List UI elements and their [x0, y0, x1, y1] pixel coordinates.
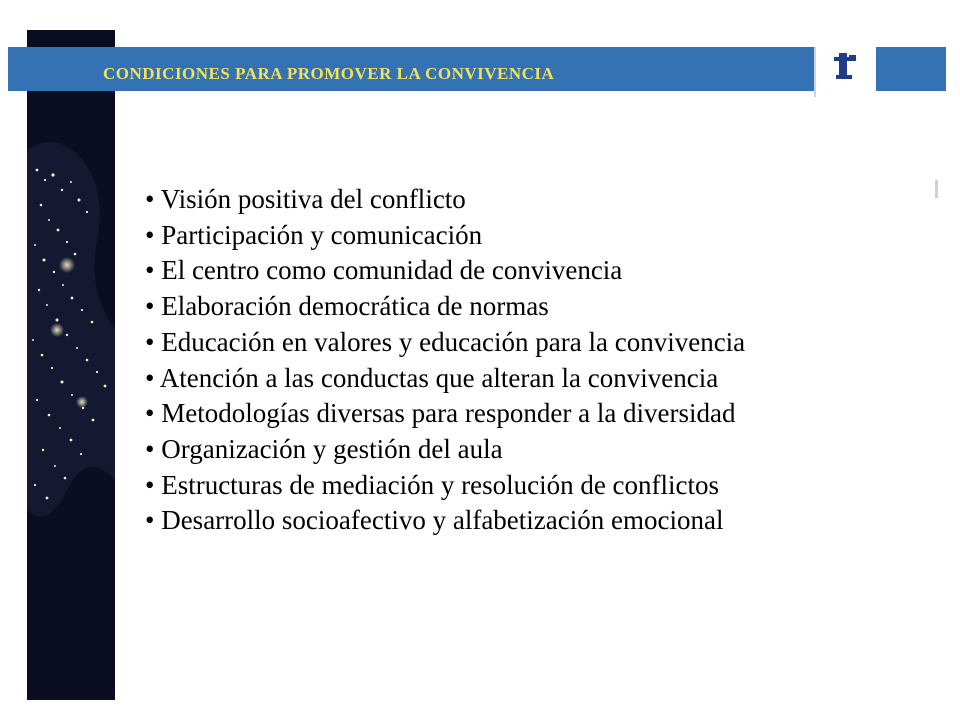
bullet-icon: • [145, 398, 155, 429]
institution-logo-icon [816, 47, 876, 97]
bullet-icon: • [145, 505, 155, 536]
bullet-icon: • [145, 433, 155, 464]
list-item-text: Atención a las conductas que alteran la convivencia [159, 362, 719, 393]
list-item-text: Metodologías diversas para responder a la diversidad [161, 398, 736, 429]
list-item-text: Visión positiva del conflicto [160, 184, 466, 214]
edge-mark [935, 180, 938, 198]
list-item [145, 218, 925, 254]
list-item-text: Participación y comunicación [161, 219, 483, 250]
list-item-text: El centro como comunidad de convivencia [161, 255, 623, 286]
list-item-text: Educación en valores y educación para la convivencia [161, 326, 746, 357]
list-item-text: Elaboración democrática de normas [161, 291, 549, 322]
list-item [145, 432, 925, 468]
list-item [145, 361, 925, 397]
bullet-icon: • [145, 469, 155, 500]
list-item-text: Desarrollo socioafectivo y alfabetización emocional [161, 505, 724, 536]
list-item [145, 325, 925, 361]
night-earth-image [27, 30, 115, 700]
list-item [145, 468, 925, 504]
bullet-icon: • [145, 184, 155, 214]
list-item [145, 253, 925, 289]
logo [814, 47, 876, 97]
bullet-list [145, 182, 925, 539]
bullet-icon: • [145, 219, 155, 250]
list-item [145, 503, 925, 539]
bullet-icon: • [145, 326, 155, 357]
bullet-icon: • [145, 255, 155, 286]
slide-title: CONDICIONES PARA PROMOVER LA CONVIVENCIA [103, 64, 555, 83]
bullet-icon: • [145, 291, 155, 322]
list-item-text: Estructuras de mediación y resolución de conflictos [161, 469, 720, 500]
bullet-icon: • [145, 362, 155, 393]
list-item [145, 396, 925, 432]
list-item [145, 182, 925, 218]
list-item [145, 289, 925, 325]
city-lights-icon [27, 30, 115, 700]
list-item-text: Organización y gestión del aula [161, 433, 503, 464]
